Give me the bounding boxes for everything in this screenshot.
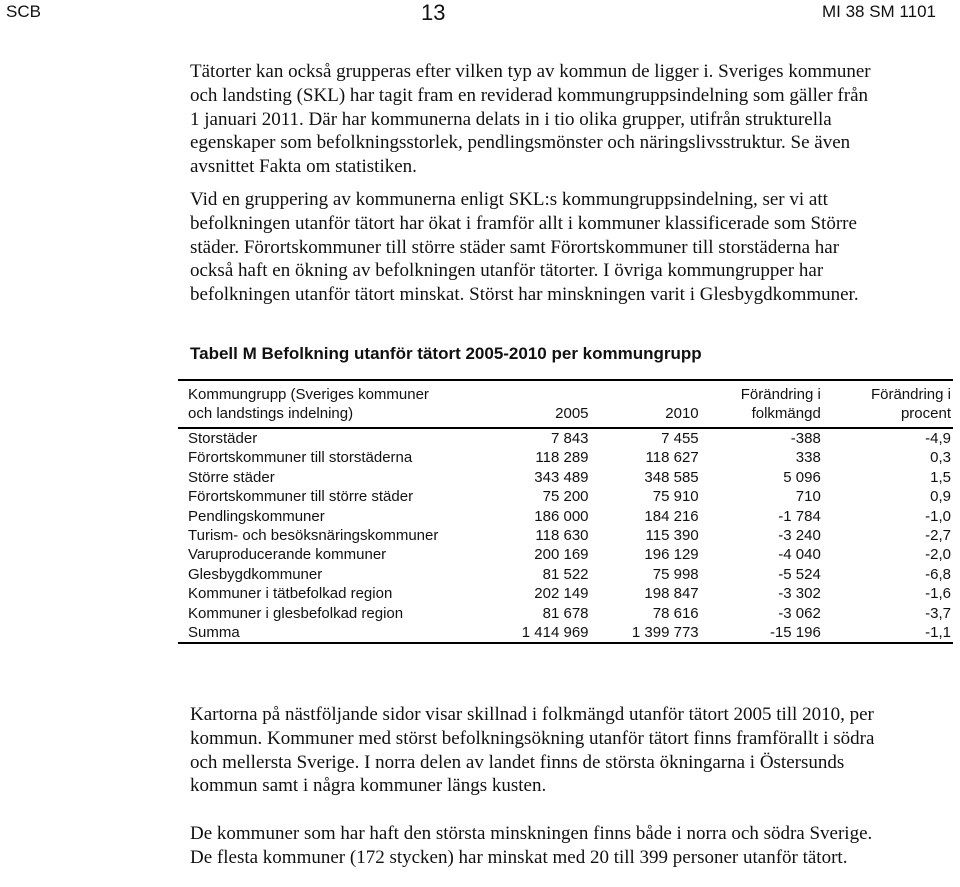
table-row [178, 545, 953, 564]
row-value: -4,9 [925, 430, 951, 447]
header-forandring-line1: Förändring i [740, 386, 821, 403]
page-number: 13 [421, 0, 446, 25]
header-2005 [480, 380, 590, 428]
table-row [178, 507, 953, 526]
row-value: -2,7 [925, 527, 951, 545]
row-value: 343 489 [534, 468, 589, 486]
row-label: Kommuner i tätbefolkad region [188, 585, 393, 603]
table-row [178, 448, 953, 467]
header-publisher: SCB [6, 2, 41, 21]
row-value: 81 678 [542, 604, 589, 622]
row-value: -3 240 [778, 527, 821, 545]
row-value: 75 910 [652, 488, 699, 506]
row-value: 202 149 [534, 585, 589, 603]
row-value: 1,5 [930, 468, 951, 486]
row-value: -3 302 [778, 585, 821, 603]
row-value: 710 [795, 488, 821, 506]
paragraph-decrease: De kommuner som har haft den största minskningen finns både i norra och södra Sverige. De flesta kommuner (172 stycken) har minskat med 20 till 399 personer utanför tätort. [190, 823, 873, 868]
table-header-row [178, 380, 953, 428]
header-2005-label: 2005 [555, 405, 589, 422]
header-kommungrupp-line1: Kommungrupp (Sveriges kommuner [188, 386, 429, 403]
row-value: 1 414 969 [480, 623, 590, 643]
row-value: 7 843 [550, 430, 589, 447]
table-row [178, 526, 953, 545]
report-id: MI 38 SM 1101 [821, 2, 936, 21]
row-label: Turism- och besöksnäringskommuner [188, 527, 439, 545]
header-2010-label: 2010 [665, 405, 699, 422]
row-value: 118 627 [645, 449, 699, 467]
header-procent-line2: procent [900, 405, 951, 422]
row-value: 115 390 [645, 527, 699, 545]
row-value: 184 216 [644, 507, 699, 525]
row-label: Förortskommuner till storstäderna [188, 449, 413, 467]
paragraph-grouping: Vid en gruppering av kommunerna enligt SKL:s kommungruppsindelning, ser vi att befolkningen utanför tätort har ökat i framför allt i kommuner klassificerade som Större städer. Förortskommuner till större städer samt Förortskommuner till storstäderna har också haft en ökning av befolkningen utanför tätorter. I övriga kommungrupper har befolkningen utanför tätort minskat. Störst har minskningen varit i Glesbygdkommuner. [190, 189, 859, 306]
table-row [178, 428, 953, 448]
row-value: 348 585 [644, 468, 699, 486]
row-value: 81 522 [542, 565, 589, 583]
row-value: 118 630 [535, 527, 589, 545]
row-value: 186 000 [534, 507, 589, 525]
row-value: 196 129 [644, 546, 699, 564]
paragraph-intro: Tätorter kan också grupperas efter vilken typ av kommun de ligger i. Sveriges kommuner och landsting (SKL) har tagit fram en reviderad kommungruppsindelning som gäller från 1 januari 2011. Där har kommunerna delats in i tio olika grupper, utifrån strukturella egenskaper som befolkningsstorlek, pendlingsmönster och näringslivsstruktur. Se även avsnittet Fakta om statistiken. [190, 61, 871, 178]
row-label: Storstäder [188, 430, 258, 447]
row-value: -1 784 [778, 507, 821, 525]
row-value: -3 062 [778, 604, 821, 622]
row-value: 75 200 [542, 488, 589, 506]
table-title: Tabell M Befolkning utanför tätort 2005-2010 per kommungrupp [190, 344, 702, 363]
row-value: 338 [795, 449, 821, 467]
row-label: Större städer [188, 468, 275, 486]
row-value: 118 289 [535, 449, 589, 467]
table-row [178, 584, 953, 603]
row-value: -1,1 [823, 623, 953, 643]
row-label: Glesbygdkommuner [188, 565, 323, 583]
row-value: 78 616 [652, 604, 699, 622]
row-value: -1,6 [925, 585, 951, 603]
row-value: 0,3 [930, 449, 951, 467]
row-value: 0,9 [930, 488, 951, 506]
row-value: 75 998 [652, 565, 699, 583]
table-row [178, 487, 953, 506]
row-value: -1,0 [925, 507, 951, 525]
header-forandring-procent-line1: Förändring i [870, 386, 951, 403]
table-row [178, 604, 953, 623]
row-value: 5 096 [783, 468, 821, 486]
row-label: Varuproducerande kommuner [188, 546, 387, 564]
row-value: -4 040 [778, 546, 821, 564]
row-value: -2,0 [925, 546, 951, 564]
table-row [178, 468, 953, 487]
paragraph-maps: Kartorna på nästföljande sidor visar skillnad i folkmängd utanför tätort 2005 till 2010, per kommun. Kommuner med störst befolkningsökning utanför tätort finns framförallt i södra och mellersta Sverige. I norra delen av landet finns de största ökningarna i Östersunds kommun samt i några kommuner längs kusten. [190, 704, 875, 797]
row-value: -3,7 [925, 604, 951, 622]
header-2010 [591, 380, 701, 428]
row-value: -5 524 [778, 565, 821, 583]
row-label: Förortskommuner till större städer [188, 488, 414, 506]
row-value: -15 196 [701, 623, 823, 643]
row-value: 1 399 773 [591, 623, 701, 643]
header-kommungrupp-line2: och landstings indelning) [188, 405, 354, 422]
row-label: Pendlingskommuner [188, 507, 325, 525]
table-row [178, 623, 953, 643]
row-label: Summa [178, 623, 480, 643]
row-value: 7 455 [661, 430, 699, 447]
header-forandring-procent [823, 380, 953, 428]
header-folkmangd-line2: folkmängd [751, 405, 821, 422]
table-row [178, 565, 953, 584]
row-value: -6,8 [925, 565, 951, 583]
row-value: 198 847 [644, 585, 699, 603]
population-table [178, 379, 953, 644]
header-kommungrupp [178, 380, 480, 428]
row-label: Kommuner i glesbefolkad region [188, 604, 404, 622]
row-value: -388 [790, 430, 821, 447]
header-forandring-folkmangd [701, 380, 823, 428]
row-value: 200 169 [534, 546, 589, 564]
